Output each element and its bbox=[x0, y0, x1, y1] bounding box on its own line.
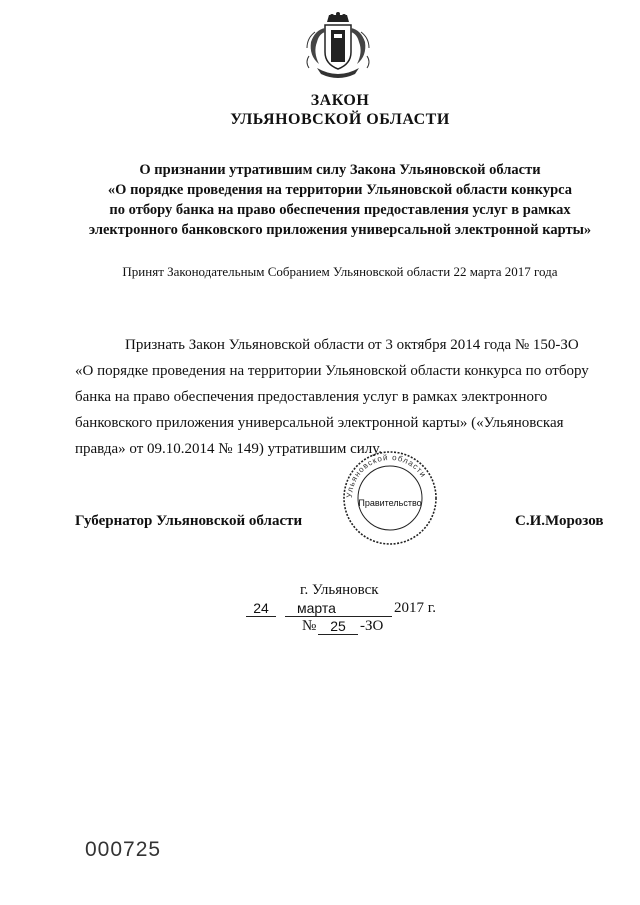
subject-line: О признании утратившим силу Закона Ульяновской области bbox=[139, 162, 541, 178]
subject-line: «О порядке проведения на территории Ульяновской области конкурса bbox=[107, 182, 573, 198]
document-serial-number: 000725 bbox=[85, 838, 162, 861]
seal-ring-text: Ульяновской области bbox=[344, 452, 429, 499]
date-day-field: 24 bbox=[246, 600, 276, 617]
adoption-statement: Принят Законодательным Собранием Ульяновской области 22 марта 2017 года bbox=[122, 264, 558, 279]
seal-center-text: Правительство bbox=[358, 498, 422, 508]
city-of-signing: г. Ульяновск bbox=[300, 582, 379, 598]
law-subject-title bbox=[60, 160, 620, 240]
law-number-suffix: -ЗО bbox=[360, 618, 384, 634]
coat-of-arms-emblem bbox=[303, 12, 373, 80]
signatory-title: Губернатор Ульяновской области bbox=[75, 513, 303, 529]
body-line: правда» от 09.10.2014 № 149) утратившим силу. bbox=[75, 441, 383, 457]
subject-line: электронного банковского приложения универсальной электронной карты» bbox=[88, 222, 592, 238]
date-year: 2017 г. bbox=[394, 600, 436, 616]
document-type-title: ЗАКОН bbox=[310, 92, 370, 109]
body-line: «О порядке проведения на территории Ульяновской области конкурса по отбору bbox=[75, 363, 589, 379]
official-seal-stamp bbox=[340, 448, 440, 548]
body-line: банковского приложения универсальной электронной карты» («Ульяновская bbox=[75, 415, 564, 431]
body-line: Признать Закон Ульяновской области от 3 октября 2014 года № 150-ЗО bbox=[125, 337, 579, 353]
number-sign: № bbox=[302, 618, 317, 634]
svg-text:Ульяновской области bbox=[345, 453, 428, 498]
signatory-name: С.И.Морозов bbox=[515, 513, 604, 529]
subject-line: по отбору банка на право обеспечения предоставления услуг в рамках bbox=[109, 202, 571, 218]
law-number-field: 25 bbox=[318, 618, 358, 635]
law-body-paragraph bbox=[75, 332, 602, 462]
region-title: УЛЬЯНОВСКОЙ ОБЛАСТИ bbox=[230, 111, 450, 128]
body-line: банка на право обеспечения предоставления услуг в рамках электронного bbox=[75, 389, 548, 405]
date-month-field: марта bbox=[285, 600, 392, 617]
